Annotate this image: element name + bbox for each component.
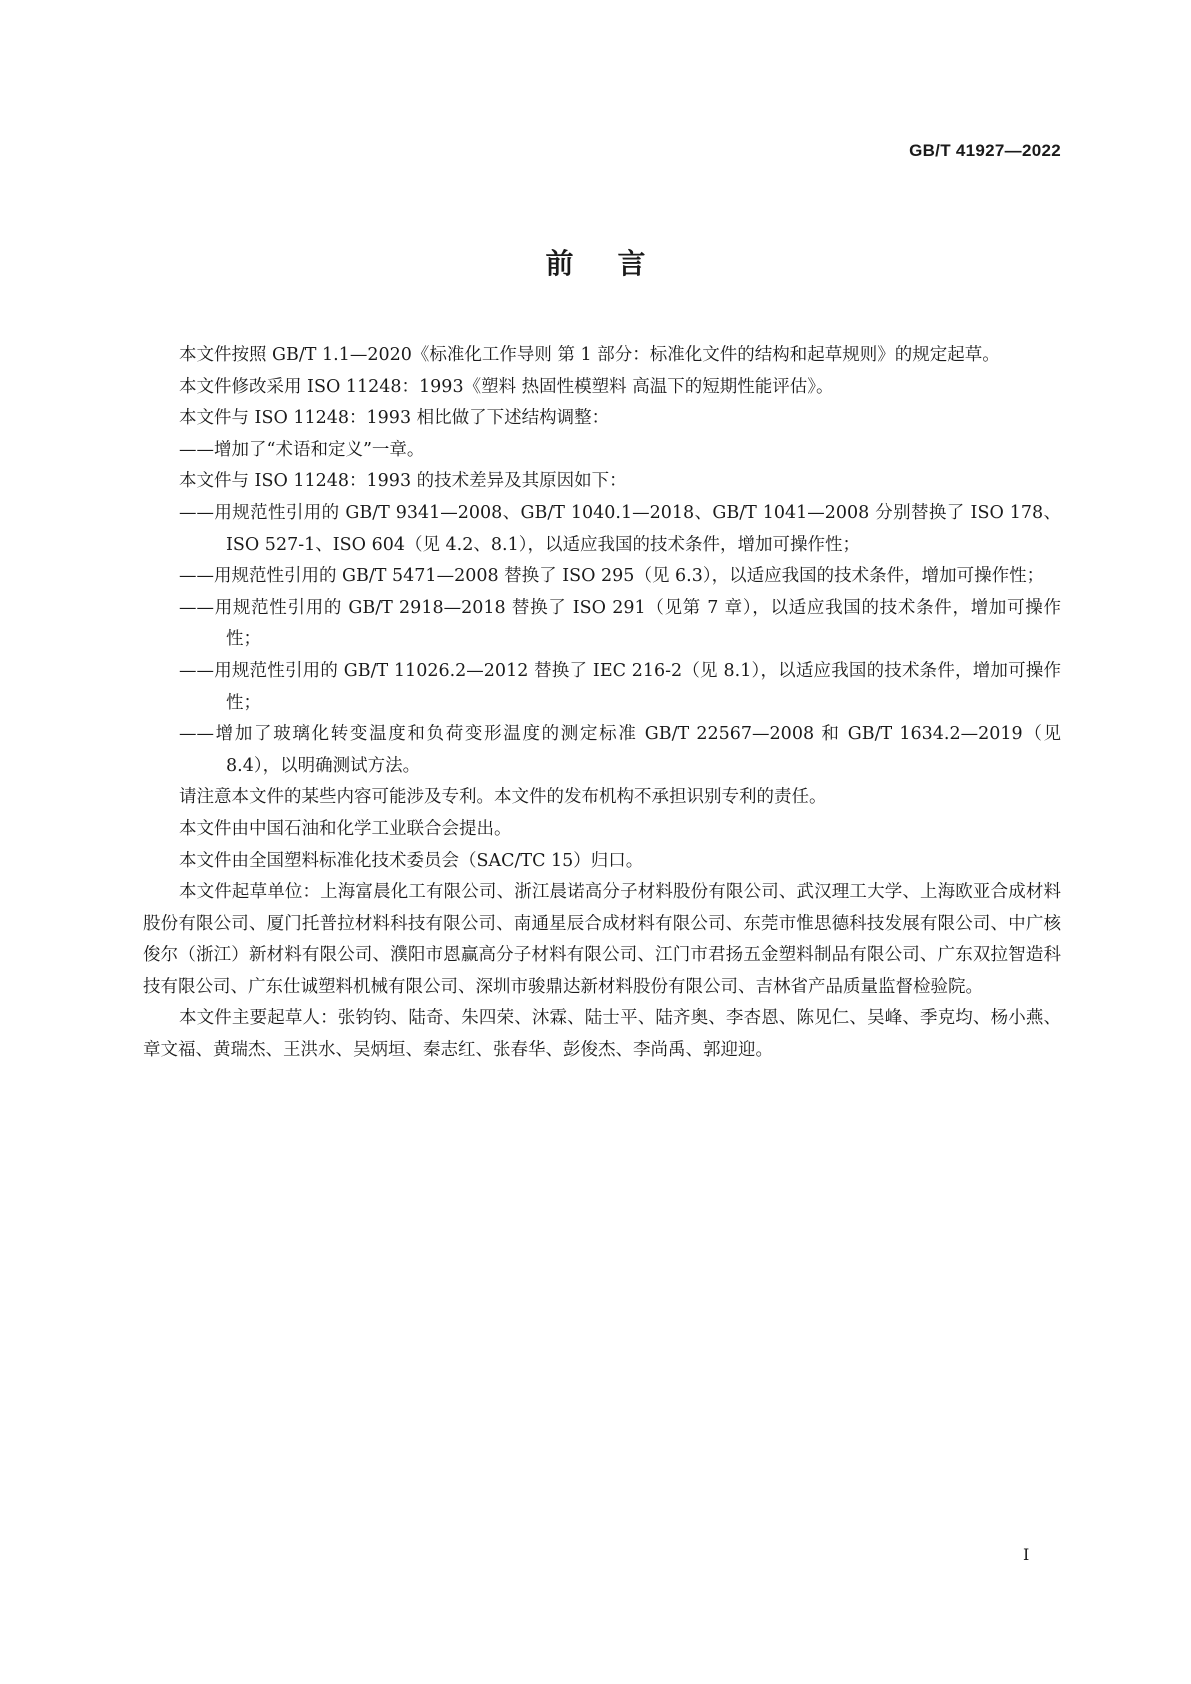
- list-item: ——增加了“术语和定义”一章。: [179, 439, 425, 460]
- list-item: ——用规范性引用的 GB/T 2918—2018 替换了 ISO 291（见第 7 章），以适应我国的技术条件，增加可操作性；: [179, 597, 1061, 650]
- page-title: 前言: [545, 247, 690, 280]
- paragraph-patent-notice: 请注意本文件的某些内容可能涉及专利。本文件的发布机构不承担识别专利的责任。: [179, 787, 827, 808]
- page-number: I: [1023, 1545, 1030, 1564]
- paragraph-drafters: 本文件主要起草人：张钧钧、陆奇、朱四荣、沐霖、陆士平、陆齐奥、李杏恩、陈见仁、吴峰、季克均、杨小燕、章文福、黄瑞杰、王洪水、吴炳垣、秦志红、张春华、彭俊杰、李尚禹、郭迎迎。: [143, 1008, 1061, 1061]
- paragraph-proposer: 本文件由中国石油和化学工业联合会提出。: [179, 818, 512, 839]
- list-item: ——用规范性引用的 GB/T 9341—2008、GB/T 1040.1—2018、GB/T 1041—2008 分别替换了 ISO 178、ISO 527-1、ISO 604（见 4.2、8.1），以适应我国的技术条件，增加可操作性；: [179, 502, 1061, 555]
- standard-number: GB/T 41927—2022: [909, 141, 1061, 160]
- paragraph-drafting-rules: 本文件按照 GB/T 1.1—2020《标准化工作导则 第 1 部分：标准化文件的结构和起草规则》的规定起草。: [179, 345, 1000, 365]
- paragraph-administrator: 本文件由全国塑料标准化技术委员会（SAC/TC 15）归口。: [179, 850, 644, 871]
- paragraph-adoption: 本文件修改采用 ISO 11248：1993《塑料 热固性模塑料 高温下的短期性能评估》。: [179, 376, 834, 397]
- list-item: ——增加了玻璃化转变温度和负荷变形温度的测定标准 GB/T 22567—2008 和 GB/T 1634.2—2019（见 8.4），以明确测试方法。: [179, 724, 1061, 776]
- paragraph-technical-differences: 本文件与 ISO 11248：1993 的技术差异及其原因如下：: [179, 471, 627, 492]
- paragraph-structure-changes: 本文件与 ISO 11248：1993 相比做了下述结构调整：: [179, 408, 610, 429]
- foreword-body: [143, 340, 1061, 1067]
- list-item: ——用规范性引用的 GB/T 11026.2—2012 替换了 IEC 216-2（见 8.1），以适应我国的技术条件，增加可操作性；: [179, 660, 1061, 713]
- list-item: ——用规范性引用的 GB/T 5471—2008 替换了 ISO 295（见 6.3），以适应我国的技术条件，增加可操作性；: [179, 566, 1045, 587]
- paragraph-drafting-units: 本文件起草单位：上海富晨化工有限公司、浙江晨诺高分子材料股份有限公司、武汉理工大学、上海欧亚合成材料股份有限公司、厦门托普拉材料科技有限公司、南通星辰合成材料有限公司、东莞市惟思德科技发展有限公司、中广核俊尔（浙江）新材料有限公司、濮阳市恩赢高分子材料有限公司、江门市君扬五金塑料制品有限公司、广东双拉智造科技有限公司、广东仕诚塑料机械有限公司、深圳市骏鼎达新材料股份有限公司、吉林省产品质量监督检验院。: [143, 882, 1061, 997]
